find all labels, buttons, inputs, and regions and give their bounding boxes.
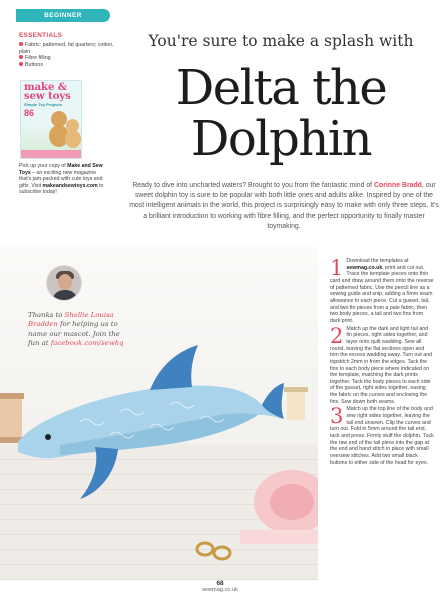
page-number: 68 [216, 580, 224, 587]
dolphin-body-icon [18, 345, 284, 499]
difficulty-badge: BEGINNER [16, 9, 110, 22]
instruction-step: 3 Match up the top line of the body and sew right sides together, leaving the tail end unsewn. Clip the curves and turn out. Fold in 5mm around the tail end, tack and press. Firmly stuff the dolphin. Tuck the raw end of the tail piece into the gap at the end and hand stitch in place with small oversew stitches. Add two small black buttons to either side of the head for eyes. [330, 404, 434, 466]
avatar [46, 265, 82, 301]
magazine-name: Make and Sew Toys [19, 163, 103, 176]
kicker-line: You're sure to make a splash with [148, 32, 414, 50]
bullet-dot-icon [19, 62, 23, 66]
dolphin-toy-illustration [0, 247, 318, 580]
step-number: 1 [330, 256, 344, 280]
bullet-dot-icon [19, 42, 23, 46]
essentials-sidebar [0, 0, 112, 240]
subscribe-link[interactable]: makeandsewtoys.com [42, 182, 98, 189]
thanks-note: Thanks to Shellie Louisa Bradden for helping us to name our mascot. Join the fun at facebook.com/sewhq [28, 311, 124, 348]
cotton-reel-icon [284, 387, 308, 420]
instruction-step: 2 Match up the dark and light tail and fin pieces, right sides together, and layer onto quilt wadding. Sew all round, leaving the flat sections open and trim the excess wadding away. Turn out and topstitch 2mm in from the edges. Tack the fins to each body piece where indicated on the template, matching the dark prints together. Tack the body pieces to each side of the gusset, right sides together, easing the fabric on the curves and enclosing the fins. Sew down both seams. [330, 323, 433, 405]
step-number: 3 [330, 404, 344, 429]
magazine-cover-image[interactable] [20, 80, 82, 159]
template-link[interactable]: sewmag.co.uk [346, 264, 383, 271]
bear-toy-icon [65, 130, 81, 148]
contributor-name: Shellie Louisa Bradden [28, 311, 114, 329]
cover-subtitle: Simple Toy Projects [24, 102, 62, 107]
essentials-item: Fabric: patterned, fat quarters; cotton, plain [19, 42, 114, 55]
essentials-item: Buttons [19, 62, 115, 69]
cover-number: 86 [24, 108, 35, 118]
cover-footer-strip [21, 150, 81, 158]
thread-spool-icon [0, 393, 24, 443]
step-number: 2 [330, 323, 344, 348]
essentials-list [19, 42, 115, 69]
bullet-dot-icon [19, 55, 23, 59]
page-folio [190, 580, 250, 594]
intro-paragraph: Ready to dive into uncharted waters? Brought to you from the fantastic mind of Corinne Bradd, our sweet dolphin toy is sure to be popular with both little ones and adults alike. Inspired by one of the most intelligent animals in the world, this project is surprisingly easy to make with only three steps. It's a brilliant introduction to working with fibre filling, and the perfect opportunity to finally master toymaking. [129, 182, 439, 230]
page-title: Delta the Dolphin [175, 60, 387, 167]
instruction-step: 1 Download the templates at sewmag.co.uk, print and cut out. Trace the template pieces onto thin card and draw around them onto the reverse of patterned fabric. Use the pencil line as a sewing guide and snip, adding a 5mm seam allowance to each piece. Cut a gusset, tail, and two fin pieces from a pale fabric, then two body pieces, a tail and two fins from dark print. [330, 256, 434, 324]
tape-measure-icon [240, 470, 318, 544]
author-name: Corinne Bradd [374, 182, 422, 189]
essentials-title: ESSENTIALS [19, 32, 63, 39]
essentials-item: Fibre filling [19, 55, 115, 62]
site-url: sewmag.co.uk [202, 587, 238, 593]
cover-title: make & sew toys [24, 82, 71, 102]
instructions-column [330, 258, 434, 467]
scissors-icon [197, 543, 230, 559]
subscription-promo: Pick up your copy of Make and Sew Toys – an exciting new magazine that's jam-packed with cute toys and gifts. Visit makeandsewtoys.com to subscribe today! [19, 163, 104, 195]
facebook-link[interactable]: facebook.com/sewhq [50, 339, 124, 348]
